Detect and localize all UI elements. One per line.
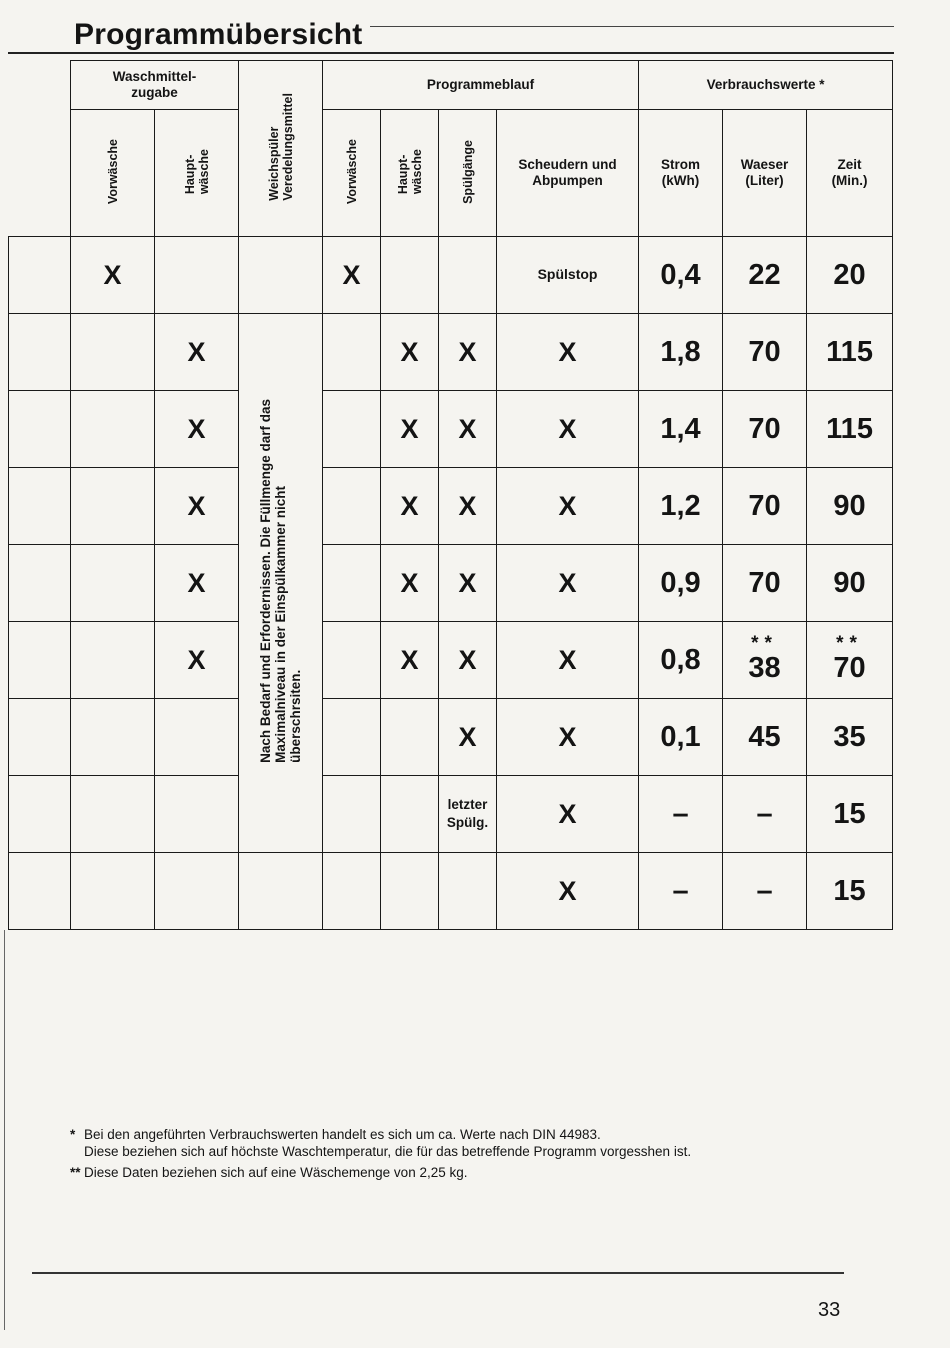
cell-vorwaesche-2 [323, 314, 381, 391]
cell-zeit: ** 70 [807, 622, 893, 699]
cell-wasser: 70 [723, 545, 807, 622]
cell-hauptwaesche-1 [155, 776, 239, 853]
cell-wasser: – [723, 853, 807, 930]
cell-hauptwaesche-1: X [155, 314, 239, 391]
table-row [9, 391, 893, 468]
cell-wasser: 70 [723, 314, 807, 391]
header-weichspueler: Weichspüler Veredelungsmittel [239, 61, 323, 237]
cell-spuelgaenge: X [439, 314, 497, 391]
cell-strom: – [639, 776, 723, 853]
cell-zeit: 90 [807, 545, 893, 622]
cell-hauptwaesche-1 [155, 699, 239, 776]
cell-schleudern: X [497, 776, 639, 853]
cell-vorwaesche-1 [71, 314, 155, 391]
cell-vorwaesche-2 [323, 391, 381, 468]
cell-vorwaesche-2 [323, 545, 381, 622]
cell-vorwaesche-2: X [323, 237, 381, 314]
table-row [9, 468, 893, 545]
cell-zeit: 115 [807, 314, 893, 391]
cell-schleudern: X [497, 622, 639, 699]
cell-weichspueler [239, 853, 323, 930]
row-spacer [9, 622, 71, 699]
cell-vorwaesche-1 [71, 545, 155, 622]
cell-hauptwaesche-2 [381, 853, 439, 930]
cell-strom: 1,8 [639, 314, 723, 391]
header-vorwaesche-2: Vorwäsche [323, 110, 381, 237]
cell-wasser: 70 [723, 391, 807, 468]
cell-zeit: 15 [807, 853, 893, 930]
cell-weichspueler [239, 237, 323, 314]
group-header-waschmittel: Waschmittel- zugabe [71, 61, 239, 110]
cell-schleudern: X [497, 545, 639, 622]
title-rule [8, 52, 894, 54]
cell-spuelgaenge: X [439, 468, 497, 545]
cell-zeit: 15 [807, 776, 893, 853]
cell-hauptwaesche-2: X [381, 545, 439, 622]
cell-schleudern: X [497, 468, 639, 545]
table-row [9, 776, 893, 853]
cell-hauptwaesche-1: X [155, 622, 239, 699]
cell-hauptwaesche-1 [155, 853, 239, 930]
page-title: Programmübersicht [74, 18, 363, 51]
cell-spuelgaenge: X [439, 622, 497, 699]
cell-strom: 1,4 [639, 391, 723, 468]
cell-hauptwaesche-1: X [155, 391, 239, 468]
cell-hauptwaesche-2: X [381, 314, 439, 391]
header-strom: Strom (kWh) [639, 110, 723, 237]
cell-hauptwaesche-2: X [381, 622, 439, 699]
table-row [9, 699, 893, 776]
page-number: 33 [818, 1299, 841, 1321]
cell-wasser: 45 [723, 699, 807, 776]
top-rule [370, 26, 894, 27]
footnote-mark: * [70, 1127, 76, 1142]
cell-vorwaesche-1 [71, 622, 155, 699]
row-spacer [9, 468, 71, 545]
footnote-mark: ** [70, 1165, 81, 1180]
header-hauptwaesche-1: Haupt- wäsche [155, 110, 239, 237]
row-spacer [9, 314, 71, 391]
cell-vorwaesche-2 [323, 853, 381, 930]
cell-hauptwaesche-1 [155, 237, 239, 314]
header-vorwaesche-1: Vorwäsche [71, 110, 155, 237]
cell-vorwaesche-2 [323, 776, 381, 853]
cell-zeit: 90 [807, 468, 893, 545]
cell-hauptwaesche-2: X [381, 391, 439, 468]
cell-strom: 0,4 [639, 237, 723, 314]
cell-zeit: 115 [807, 391, 893, 468]
table-row [9, 622, 893, 699]
cell-spuelgaenge [439, 237, 497, 314]
footer-rule [32, 1272, 844, 1274]
cell-strom: 0,9 [639, 545, 723, 622]
row-spacer [9, 391, 71, 468]
weichspueler-note: Nach Bedarf und Erfordernissen. Die Füllmenge darf das Maximalniveau in der Einspülkammer nicht überschrsiten. [239, 314, 323, 853]
row-spacer [9, 853, 71, 930]
cell-vorwaesche-1 [71, 776, 155, 853]
footnote-text: Bei den angeführten Verbrauchswerten handelt es sich um ca. Werte nach DIN 44983. Diese beziehen sich auf höchste Waschtemperatur, die für das betreffende Programm vorgesshen ist. [84, 1127, 692, 1159]
cell-strom: 0,1 [639, 699, 723, 776]
header-spuelgaenge: Spülgänge [439, 110, 497, 237]
cell-hauptwaesche-1: X [155, 545, 239, 622]
cell-wasser: ** 38 [723, 622, 807, 699]
cell-schleudern: X [497, 391, 639, 468]
cell-zeit: 35 [807, 699, 893, 776]
header-schleudern: Scheudern und Abpumpen [497, 110, 639, 237]
table-row [9, 853, 893, 930]
cell-spuelgaenge [439, 853, 497, 930]
cell-hauptwaesche-2 [381, 699, 439, 776]
cell-schleudern: X [497, 699, 639, 776]
cell-vorwaesche-1 [71, 853, 155, 930]
footnote [70, 1164, 830, 1181]
cell-wasser: – [723, 776, 807, 853]
cell-vorwaesche-1 [71, 468, 155, 545]
cell-schleudern: X [497, 314, 639, 391]
page-edge-line [4, 930, 5, 1330]
footnotes [70, 1126, 830, 1185]
table-row [9, 314, 893, 391]
row-spacer [9, 237, 71, 314]
group-header-programm: Programmeblauf [323, 61, 639, 110]
table-row [9, 237, 893, 314]
cell-hauptwaesche-2 [381, 776, 439, 853]
cell-hauptwaesche-1: X [155, 468, 239, 545]
cell-spuelgaenge: X [439, 699, 497, 776]
cell-hauptwaesche-2 [381, 237, 439, 314]
header-hauptwaesche-2: Haupt- wäsche [381, 110, 439, 237]
header-wasser: Waeser (Liter) [723, 110, 807, 237]
cell-vorwaesche-1 [71, 699, 155, 776]
cell-vorwaesche-2 [323, 699, 381, 776]
cell-vorwaesche-2 [323, 622, 381, 699]
cell-schleudern: X [497, 853, 639, 930]
table-row [9, 545, 893, 622]
cell-zeit: 20 [807, 237, 893, 314]
row-spacer [9, 699, 71, 776]
cell-spuelgaenge: letzter Spülg. [439, 776, 497, 853]
cell-wasser: 22 [723, 237, 807, 314]
cell-vorwaesche-1 [71, 391, 155, 468]
cell-spuelgaenge: X [439, 545, 497, 622]
cell-strom: – [639, 853, 723, 930]
cell-wasser: 70 [723, 468, 807, 545]
cell-vorwaesche-1: X [71, 237, 155, 314]
row-spacer [9, 776, 71, 853]
row-spacer [9, 545, 71, 622]
cell-schleudern: Spülstop [497, 237, 639, 314]
footnote [70, 1126, 830, 1160]
program-table [8, 60, 893, 930]
header-spacer [9, 61, 71, 237]
cell-strom: 0,8 [639, 622, 723, 699]
cell-strom: 1,2 [639, 468, 723, 545]
cell-spuelgaenge: X [439, 391, 497, 468]
group-header-verbrauch: Verbrauchswerte * [639, 61, 893, 110]
cell-vorwaesche-2 [323, 468, 381, 545]
header-zeit: Zeit (Min.) [807, 110, 893, 237]
cell-hauptwaesche-2: X [381, 468, 439, 545]
footnote-text: Diese Daten beziehen sich auf eine Wäschemenge von 2,25 kg. [84, 1165, 468, 1180]
